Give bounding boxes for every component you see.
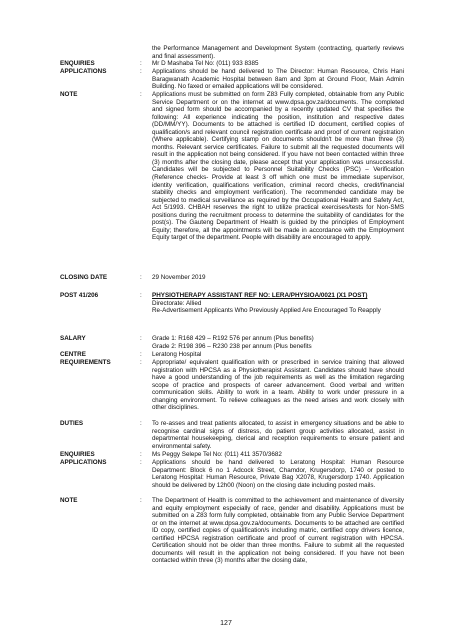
applications-text: Applications should be hand delivered to Leratong Hospital: Human Resource Department: Block 6 no 1 Adcock Street, Chamdor, Krugersdorp, 1740 or posted to Leratong Hospital: Human Resource, Private Bag X2078, Krugersdorp 1740. Application should be delivered by 12h00 (Noon) on the closing date including posted mails. <box>152 459 404 489</box>
centre-text: Leratong Hospital <box>152 351 202 358</box>
closing-date-label: CLOSING DATE <box>60 274 108 281</box>
colon: : <box>140 292 142 299</box>
colon: : <box>140 68 142 75</box>
enquiries-text: Mr D Mashaba Tel No: (011) 933 8385 <box>152 60 259 67</box>
note-text: Applications must be submitted on form Z83 Fully completed, obtainable from any Public Service Department or on the internet at www.dpsa.gov.za/documents. The completed and signed form should be accompanied by a recently updated CV that specifies the following: All experience indicating the position, institution and respective dates (DD/MM/YY). Documents to be attached is certified ID document, certified copies of qualification/s and relevant council registration certificate and proof of current registration (Where applicable). Certifying stamp on documents shouldn't be more than three (3) months. Relevant service certificates. Failure to submit all the requested documents will result in the application not being considered. If you have not been contacted within three (3) months after the closing date, please accept that your application was unsuccessful. Candidates will be subjected to Personnel Suitability Checks (PSC) – Verification (Reference checks- Provide at least 3 off which one must be immediate supervisor, identity verification, qualifications verification, criminal record checks, credit/financial stability checks and employment verification). The recommended candidate may be subjected to medical surveillance as required by the Occupational Health and Safety Act, Act 5/1993. CHBAH reserves the right to utilize practical exercises/tests for Non-SMS positions during the recruitment process to determine the suitability of candidates for the post(s). The Gauteng Department of Health is guided by the principles of Employment Equity; therefore, all the appointments will be made in accordance with the Employment Equity target of the department. People with disability are encouraged to apply. <box>152 91 404 242</box>
salary-grade-1: Grade 1: R168 429 – R192 576 per annum (Plus benefits) <box>152 335 314 342</box>
requirements-text: Appropriate/ equivalent qualification with or prescribed in service training that allowed registration with HPCSA as a Physiotherapist Assistant. Candidates should have should have a good understanding of the job requirements as well as the limitation regarding scope of practice and prospects of career advancement. Good verbal and written communication skills. Ability to work in a team. Ability to work under pressure in a changing environment. To relieve colleagues as the need arises and work closely with other disciplines. <box>152 359 404 412</box>
requirements-label: REQUIREMENTS <box>60 359 111 366</box>
colon: : <box>140 335 142 342</box>
colon: : <box>140 91 142 98</box>
colon: : <box>140 420 142 427</box>
top-continuation-text: the Performance Management and Development System (contracting, quarterly reviews and final assessment). <box>152 45 404 60</box>
colon: : <box>140 359 142 366</box>
colon: : <box>140 351 142 358</box>
applications-label: APPLICATIONS <box>60 68 107 75</box>
post-directorate: Directorate: Allied <box>152 299 202 307</box>
note-text: The Department of Health is committed to the achievement and maintenance of diversity and equity employment especially of race, gender and disability. Applications must be submitted on a Z83 form fully completed, obtainable from any Public Service Department or on the internet at www.dpsa.gov.za/documents. Documents to be attached are certified ID copy, certified copies of qualification/s including matric, certified copy drivers licence, certified HPCSA registration certificate and proof of current registration with HPCSA. Certification should not be older than three months. Failure to submit all the requested documents will result in the application not being considered. If you have not been contacted within three (3) months after the closing date, <box>152 497 404 565</box>
colon: : <box>140 497 142 504</box>
applications-text: Applications should be hand delivered to The Director: Human Resource, Chris Hani Baragwanath Academic Hospital between 8am and 3pm at Ground Floor, Main Admin Building. No faxed or emailed applications will be considered. <box>152 68 404 91</box>
post-title: PHYSIOTHERAPY ASSISTANT REF NO: LERA/PHYSIOA/0021 (X1 POST) <box>152 292 368 299</box>
colon: : <box>140 60 142 67</box>
enquiries-text: Ms Peggy Selepe Tel No: (011) 411 3570/3682 <box>152 451 282 458</box>
closing-date-text: 29 November 2019 <box>152 274 206 281</box>
salary-grade-2: Grade 2: R198 396 – R230 238 per annum (Plus benefits <box>152 342 312 350</box>
colon: : <box>140 451 142 458</box>
enquiries-label: ENQUIRIES <box>60 451 95 458</box>
page-number: 127 <box>220 620 232 627</box>
note-label: NOTE <box>60 91 78 98</box>
duties-label: DUTIES <box>60 420 84 427</box>
colon: : <box>140 274 142 281</box>
duties-text: To re-asses and treat patients allocated, to assist in emergency situations and be able to recognise cardinal signs of distress, do patient group activities allocated, assist in departmental housekeeping, clerical and reception requirements to ensure patient and environmental safety. <box>152 420 404 450</box>
post-readvert: Re-Advertisement Applicants Who Previously Applied Are Encouraged To Reapply <box>152 307 381 315</box>
post-number-label: POST 41/206 <box>60 292 99 299</box>
post-details <box>152 292 404 315</box>
enquiries-label: ENQUIRIES <box>60 60 95 67</box>
salary-text <box>152 335 404 350</box>
centre-label: CENTRE <box>60 351 86 358</box>
salary-label: SALARY <box>60 335 86 342</box>
colon: : <box>140 459 142 466</box>
applications-label: APPLICATIONS <box>60 459 107 466</box>
note-label: NOTE <box>60 497 78 504</box>
